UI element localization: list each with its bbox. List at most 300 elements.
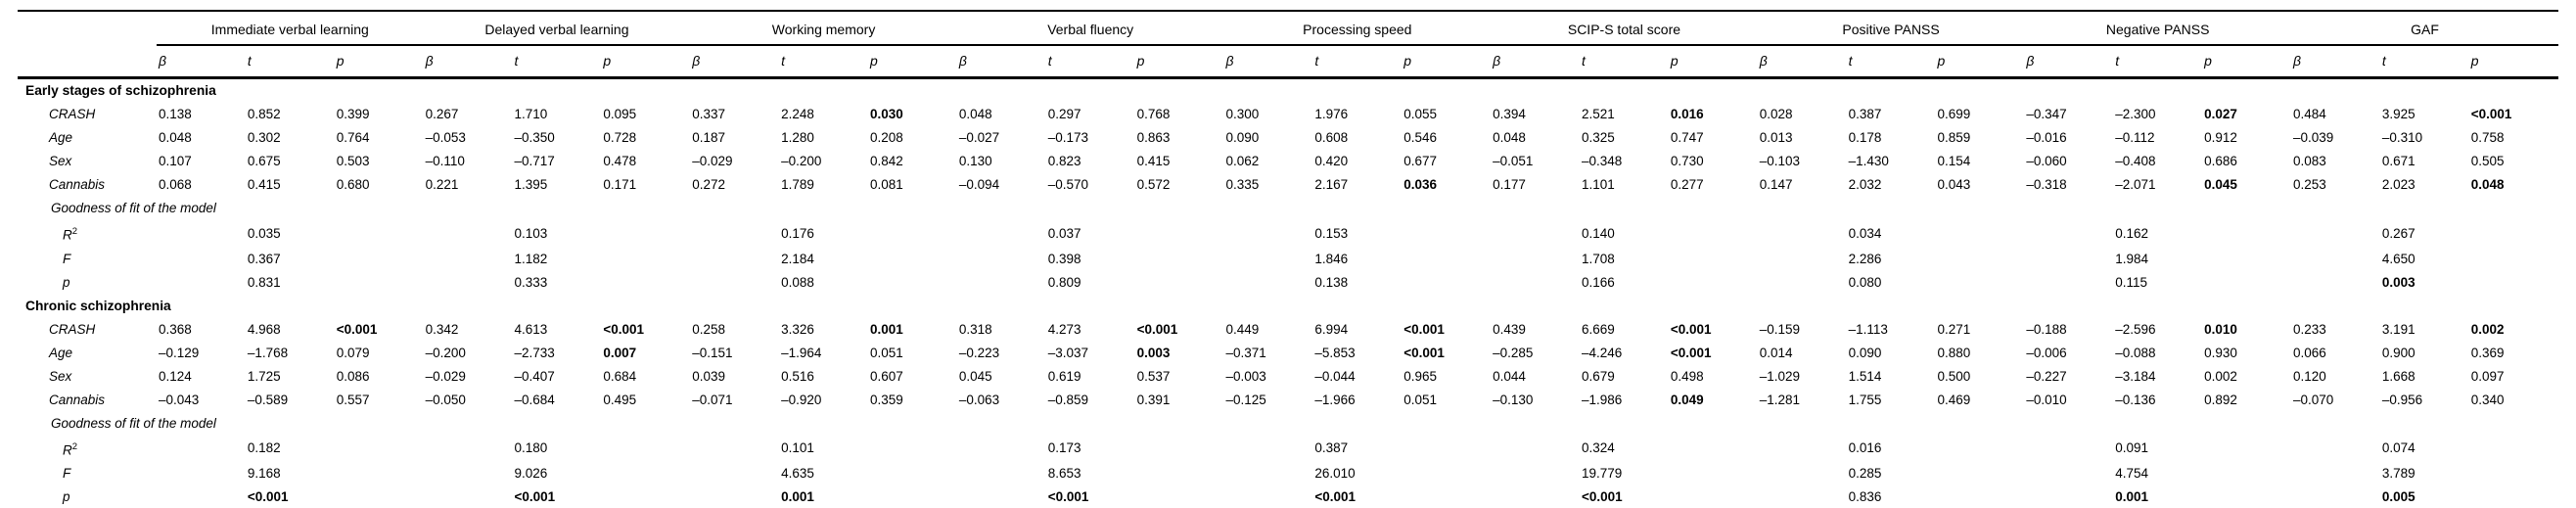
empty-cell [1135,485,1224,508]
stat-value: –0.070 [2293,392,2334,407]
empty-cell [1936,220,2025,248]
empty-cell [1669,462,1758,485]
empty-cell [1758,436,1847,463]
empty-cell [2024,436,2113,463]
fit-stat-value: 0.836 [1848,489,1882,504]
table-header [18,11,2558,78]
stat-column-header: p [2202,45,2291,78]
regression-results-table [18,10,2558,508]
empty-cell [1491,248,1580,271]
stat-value: 0.537 [1136,368,1171,384]
section-title: Early stages of schizophrenia [25,83,216,98]
stat-value: –0.717 [514,154,555,168]
stat-value: 0.002 [2204,368,2237,384]
empty-cell [601,436,690,463]
stat-value: 0.300 [1225,107,1260,121]
stat-value: –0.125 [1225,392,1266,407]
empty-cell [690,248,779,271]
fit-stat-row [18,271,2558,295]
fit-stat-value: 19.779 [1582,466,1623,481]
stat-column-header: p [335,45,424,78]
stat-value: 0.495 [603,392,637,407]
group-header: Working memory [690,11,957,45]
stat-value: 0.680 [336,177,370,192]
group-header: Positive PANSS [1758,11,2025,45]
stat-value: –0.348 [1582,154,1623,168]
group-header: Verbal fluency [957,11,1224,45]
stat-value: 0.028 [1759,107,1793,121]
stat-column-header: t [1580,45,1669,78]
stat-value: 1.976 [1314,107,1349,121]
stat-value: –0.029 [425,368,466,384]
fit-stat-value: 1.984 [2115,251,2149,266]
empty-cell [2202,485,2291,508]
stat-value: 0.671 [2381,154,2415,168]
stat-value: 0.107 [159,154,192,168]
empty-cell [1491,462,1580,485]
empty-cell [868,485,957,508]
empty-cell [1669,271,1758,295]
stat-value: 0.484 [2293,107,2326,121]
fit-stat-value: 1.708 [1582,251,1615,266]
stat-column-header: t [1312,45,1402,78]
stat-value: 0.055 [1403,107,1438,121]
stat-value: 0.068 [159,177,192,192]
superscript: 2 [71,226,78,237]
stat-value: 3.326 [781,321,814,337]
stat-value: 0.420 [1314,154,1349,168]
stat-value: 0.013 [1759,130,1793,145]
superscript: 2 [71,440,78,452]
stat-value: 0.728 [603,130,637,145]
stat-value: –0.920 [781,392,822,407]
stat-value: 0.852 [247,107,281,121]
stat-value: –0.371 [1225,345,1266,360]
fit-stat-value: 9.168 [247,466,281,481]
stat-value: <0.001 [1670,345,1712,360]
stat-value: 0.503 [336,154,370,168]
empty-cell [1936,271,2025,295]
row-label: Age [49,345,73,360]
empty-cell [2291,248,2380,271]
stat-value: <0.001 [336,321,378,337]
stat-column-header: β [157,45,246,78]
stat-value: –0.408 [2115,154,2156,168]
empty-cell [1224,485,1313,508]
stat-value: –0.003 [1225,368,1266,384]
empty-cell [2291,220,2380,248]
fit-stat-value: 0.153 [1314,225,1349,241]
stat-value: 0.039 [692,368,726,384]
stat-value: 0.178 [1848,130,1882,145]
stat-value: 0.048 [159,130,192,145]
fit-row-label-text: R [63,442,72,457]
stat-column-header: p [868,45,957,78]
stat-value: 0.325 [1582,130,1615,145]
stat-value: 0.138 [159,107,192,121]
stat-value: 0.048 [1493,130,1526,145]
stat-value: –1.966 [1314,392,1356,407]
empty-cell [1402,271,1491,295]
stat-value: 0.147 [1759,177,1793,192]
fit-stat-value: 0.267 [2381,225,2415,241]
group-header: Delayed verbal learning [424,11,691,45]
fit-stat-row [18,462,2558,485]
empty-cell [1758,271,1847,295]
stat-value: 0.154 [1937,154,1971,168]
fit-stat-value: 0.101 [781,440,814,456]
stat-value: 2.023 [2381,177,2415,192]
fit-row-label-text: p [63,274,70,290]
stat-value: 0.730 [1670,154,1704,168]
stat-value: 0.177 [1493,177,1526,192]
stat-value: 0.048 [958,107,992,121]
group-header-row [18,11,2558,45]
stat-value: 0.394 [1493,107,1526,121]
fit-stat-value: <0.001 [1582,489,1623,504]
stat-value: –0.173 [1047,130,1089,145]
empty-cell [2024,462,2113,485]
predictor-row [18,103,2558,126]
row-label: Cannabis [49,177,106,192]
empty-cell [157,485,246,508]
stat-value: 0.758 [2470,130,2505,145]
stat-column-header: β [957,45,1046,78]
stat-column-header: β [1491,45,1580,78]
stat-value: –0.094 [958,177,1000,192]
empty-cell [957,248,1046,271]
stat-value: 0.095 [603,107,637,121]
stat-value: 0.302 [247,130,281,145]
stat-value: –0.223 [958,345,1000,360]
empty-cell [2202,248,2291,271]
stat-value: 0.369 [2470,345,2505,360]
stat-column-header: t [513,45,602,78]
stat-value: –2.596 [2115,321,2156,337]
stat-value: –0.684 [514,392,555,407]
stat-value: 0.043 [1937,177,1971,192]
stat-value: <0.001 [1136,321,1178,337]
stat-value: 0.546 [1403,130,1438,145]
stat-value: –5.853 [1314,345,1356,360]
stat-value: –2.300 [2115,107,2156,121]
fit-stat-value: 2.286 [1848,251,1882,266]
empty-cell [157,436,246,463]
row-label: Sex [49,154,72,168]
stat-column-header: t [779,45,868,78]
fit-row-label-text: F [63,251,71,266]
stat-value: 0.083 [2293,154,2326,168]
empty-cell [2469,436,2558,463]
stat-value: –0.051 [1493,154,1534,168]
stat-value: –0.112 [2115,130,2155,145]
stat-value: –2.733 [514,345,555,360]
empty-cell [1402,220,1491,248]
stat-value: 0.415 [247,177,281,192]
fit-stat-value: 0.285 [1848,466,1882,481]
fit-stat-value: 0.333 [514,274,548,290]
empty-cell [2202,462,2291,485]
empty-cell [957,220,1046,248]
stat-value: 0.965 [1403,368,1438,384]
stat-value: –0.016 [2026,130,2067,145]
stat-value: –0.103 [1759,154,1801,168]
empty-cell [690,436,779,463]
empty-cell [690,485,779,508]
fit-stat-value: 0.001 [2115,489,2149,504]
fit-stat-value: 2.184 [781,251,814,266]
empty-cell [424,436,513,463]
empty-cell [1669,436,1758,463]
stat-value: 1.514 [1848,368,1882,384]
stat-value: –0.227 [2026,368,2067,384]
fit-stat-value: 0.182 [247,440,281,456]
empty-cell [2291,436,2380,463]
row-label: Cannabis [49,392,106,407]
stat-value: –1.986 [1582,392,1623,407]
stat-column-header: t [1847,45,1936,78]
group-header: SCIP-S total score [1491,11,1758,45]
stat-value: 1.755 [1848,392,1882,407]
group-header: Negative PANSS [2024,11,2291,45]
stat-value: 4.273 [1047,321,1081,337]
stat-value: –1.768 [247,345,289,360]
empty-cell [2024,248,2113,271]
stat-column-header: β [1758,45,1847,78]
stat-value: 4.613 [514,321,548,337]
stat-value: –0.188 [2026,321,2067,337]
stat-value: 0.340 [2470,392,2505,407]
empty-cell [2291,271,2380,295]
stat-value: 0.297 [1047,107,1081,121]
empty-cell [2202,271,2291,295]
fit-stat-value: <0.001 [1047,489,1089,504]
empty-cell [2469,220,2558,248]
stat-value: –1.430 [1848,154,1889,168]
fit-stat-value: 0.367 [247,251,281,266]
empty-cell [1135,248,1224,271]
stat-value: –4.246 [1582,345,1623,360]
empty-cell [1936,248,2025,271]
stat-value: <0.001 [1670,321,1712,337]
fit-stat-value: 0.080 [1848,274,1882,290]
fit-row-label [18,248,157,271]
fit-stat-value: <0.001 [1314,489,1357,504]
stat-value: –0.060 [2026,154,2067,168]
stat-value: 0.258 [692,321,726,337]
empty-cell [1936,462,2025,485]
empty-cell [1135,436,1224,463]
stat-value: –0.130 [1493,392,1534,407]
fit-row-label-text: R [63,227,72,243]
empty-cell [1402,436,1491,463]
empty-cell [424,271,513,295]
stat-column-header: t [1046,45,1135,78]
stat-value: 1.725 [247,368,281,384]
stat-value: 2.167 [1314,177,1349,192]
empty-cell [1224,220,1313,248]
empty-cell [424,220,513,248]
empty-cell [2024,220,2113,248]
empty-cell [957,485,1046,508]
empty-cell [1135,462,1224,485]
stat-value: 0.387 [1848,107,1882,121]
stat-value: 0.187 [692,130,726,145]
stat-value: 0.557 [336,392,370,407]
stat-value: 2.521 [1582,107,1615,121]
stat-value: 0.045 [2204,177,2237,192]
stat-value: –0.200 [425,345,466,360]
stat-value: 0.478 [603,154,637,168]
stat-value: 0.014 [1759,345,1793,360]
stat-value: –0.285 [1493,345,1534,360]
stat-value: 0.675 [247,154,281,168]
stat-value: –0.347 [2026,107,2067,121]
fit-stat-value: 0.103 [514,225,548,241]
stat-value: 0.516 [781,368,814,384]
stat-value: –0.088 [2115,345,2156,360]
stat-value: 0.086 [336,368,370,384]
fit-stat-row [18,485,2558,508]
corner-cell [18,45,157,78]
empty-cell [2469,271,2558,295]
empty-cell [335,436,424,463]
stat-value: 1.395 [514,177,548,192]
stat-value: –0.044 [1314,368,1356,384]
empty-cell [1758,462,1847,485]
fit-stat-value: 0.831 [247,274,281,290]
fit-stat-value: <0.001 [247,489,289,504]
empty-cell [1224,271,1313,295]
empty-cell [1758,220,1847,248]
predictor-row [18,150,2558,173]
stat-value: 0.498 [1670,368,1704,384]
stat-value: 0.233 [2293,321,2326,337]
stat-value: –0.407 [514,368,555,384]
stat-value: –0.053 [425,130,466,145]
fit-stat-value: 0.176 [781,225,814,241]
stat-value: 0.342 [425,321,459,337]
stat-value: 0.010 [2204,321,2237,337]
stat-value: 0.124 [159,368,192,384]
fit-heading: Goodness of fit of the model [51,415,216,431]
stat-value: 0.079 [336,345,370,360]
predictor-row [18,365,2558,389]
fit-row-label [18,271,157,295]
fit-stat-value: 0.115 [2115,274,2148,290]
empty-cell [2202,220,2291,248]
fit-stat-value: 0.162 [2115,225,2149,241]
predictor-row [18,173,2558,197]
stat-value: 0.030 [870,107,903,121]
stat-value: 0.684 [603,368,637,384]
fit-stat-value: 0.809 [1047,274,1081,290]
stat-value: 0.391 [1136,392,1171,407]
stat-value: 6.669 [1582,321,1615,337]
stat-value: 0.097 [2470,368,2505,384]
stat-value: 0.335 [1225,177,1260,192]
stat-value: 0.842 [870,154,903,168]
empty-cell [1669,248,1758,271]
fit-stat-value: 0.003 [2381,274,2415,290]
stat-value: 0.221 [425,177,459,192]
empty-cell [868,462,957,485]
stat-column-header: β [2024,45,2113,78]
stat-value: 0.208 [870,130,903,145]
empty-cell [690,220,779,248]
predictor-row [18,389,2558,412]
stat-value: 0.912 [2204,130,2237,145]
stat-value: 0.505 [2470,154,2505,168]
predictor-row [18,318,2558,342]
fit-row-label [18,462,157,485]
stat-column-header: t [246,45,335,78]
empty-cell [957,436,1046,463]
stat-value: 0.081 [870,177,903,192]
empty-cell [335,485,424,508]
fit-stat-value: 9.026 [514,466,548,481]
section-title-row [18,78,2558,104]
fit-stat-value: 0.166 [1582,274,1615,290]
empty-cell [690,271,779,295]
stat-value: 0.747 [1670,130,1704,145]
fit-stat-value: 0.035 [247,225,281,241]
section-title-row [18,295,2558,318]
stat-column-header: p [2469,45,2558,78]
stat-value: 0.439 [1493,321,1526,337]
fit-stat-value: 0.001 [781,489,814,504]
stat-value: 0.368 [159,321,192,337]
stat-value: –3.037 [1047,345,1089,360]
empty-cell [868,248,957,271]
stat-value: 1.280 [781,130,814,145]
stat-value: 0.900 [2381,345,2415,360]
stat-value: 0.066 [2293,345,2326,360]
stat-value: 0.044 [1493,368,1526,384]
stat-value: –0.136 [2115,392,2156,407]
empty-cell [2469,462,2558,485]
stat-value: –1.281 [1759,392,1801,407]
stat-value: 3.925 [2381,107,2415,121]
stat-value: 0.062 [1225,154,1260,168]
stat-value: 0.051 [1403,392,1438,407]
empty-cell [1135,220,1224,248]
stat-value: 0.120 [2293,368,2326,384]
empty-cell [1402,485,1491,508]
empty-cell [1669,220,1758,248]
stat-value: 0.930 [2204,345,2237,360]
fit-stat-value: 0.016 [1848,440,1882,456]
fit-row-label [18,485,157,508]
fit-stat-value: 0.091 [2115,440,2149,456]
empty-cell [1224,462,1313,485]
table-body [18,78,2558,508]
empty-cell [335,220,424,248]
empty-cell [2291,462,2380,485]
stat-value: 0.859 [1937,130,1971,145]
stat-value: 0.003 [1136,345,1171,360]
stat-value: –0.043 [159,392,200,407]
stat-value: 0.090 [1225,130,1260,145]
empty-cell [1758,248,1847,271]
empty-cell [868,436,957,463]
fit-stat-value: 0.088 [781,274,814,290]
fit-stat-row [18,248,2558,271]
predictor-row [18,126,2558,150]
stat-value: –0.159 [1759,321,1801,337]
stat-column-header: β [1224,45,1313,78]
stat-value: 2.248 [781,107,814,121]
